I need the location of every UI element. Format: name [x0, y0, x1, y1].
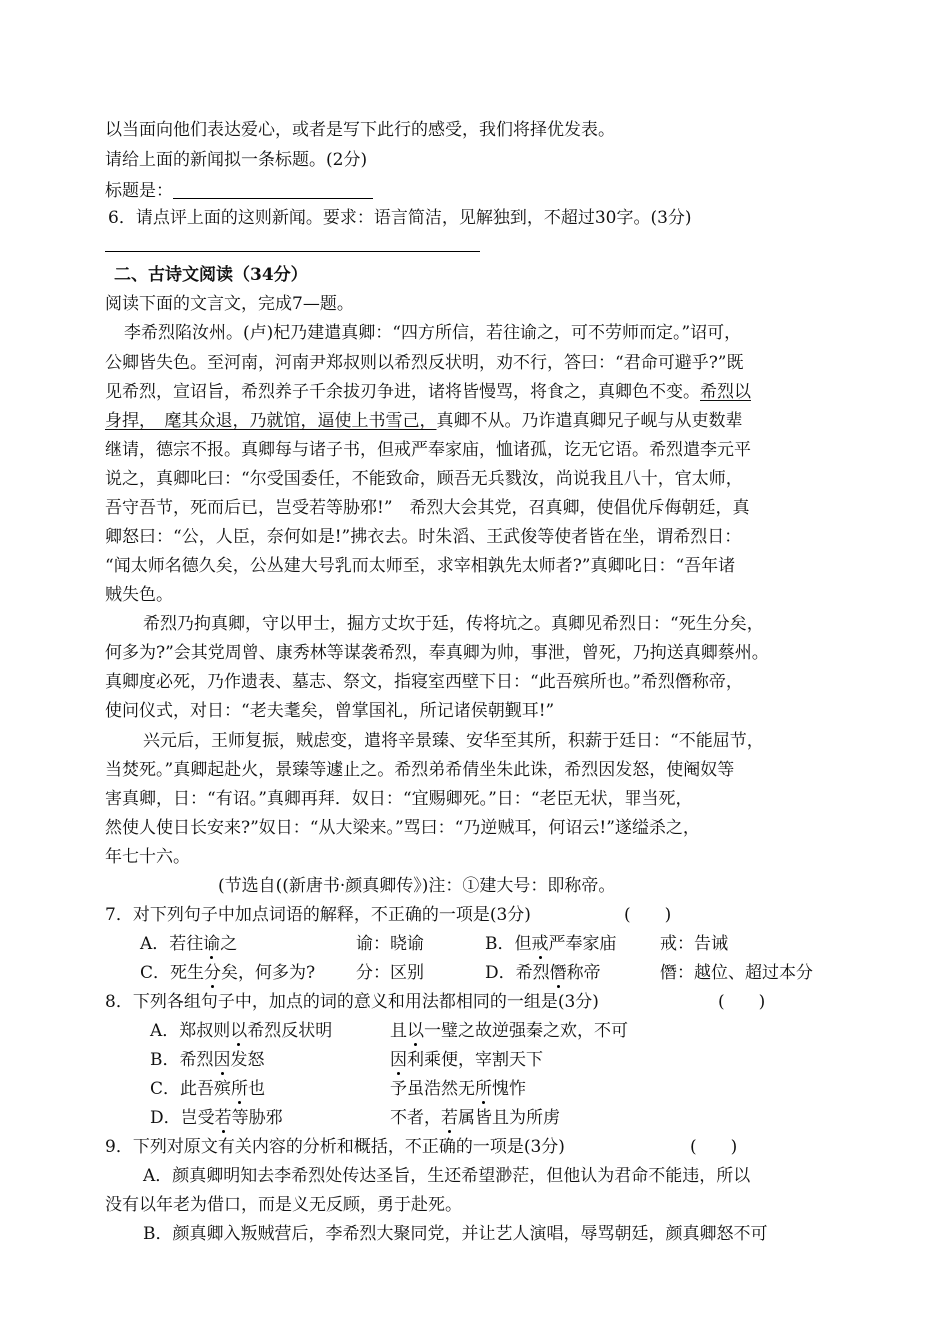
- passage-line: 何多为?”会其党周曾、康秀林等谋袭希烈，奉真卿为帅，事泄，曾死，乃拘送真卿蔡州。: [105, 643, 769, 663]
- passage-line: [105, 410, 743, 432]
- dotted-word: 以: [230, 1021, 248, 1041]
- passage-text: 真卿不从。乃诈遣真卿兄子岘与从吏数辈: [436, 411, 743, 431]
- option-7c[interactable]: [140, 962, 315, 984]
- option-7b[interactable]: [485, 933, 617, 955]
- option-8a[interactable]: [150, 1020, 332, 1042]
- dotted-word: 因: [213, 1050, 231, 1070]
- option-text: 严奉家庙: [548, 934, 617, 954]
- answer-paren[interactable]: ( ): [624, 905, 672, 925]
- option-7a-gloss: 谕：晓谕: [356, 934, 424, 954]
- passage-line: [105, 381, 751, 403]
- option-text: A．若往: [140, 934, 204, 954]
- passage-line: 害真卿，日：“有诏。”真卿再拜．奴日：“宜赐卿死。”日：“老臣无状，罪当死，: [105, 789, 693, 809]
- option-text: 也: [248, 1079, 266, 1099]
- option-8d-pair: [390, 1107, 560, 1129]
- dotted-word: 戒: [531, 934, 549, 954]
- news-paragraph-tail: 以当面向他们表达爱心，或者是写下此行的感受，我们将择优发表。: [105, 120, 615, 140]
- title-label: 标题是：: [105, 181, 173, 201]
- question-7-stem: 7．对下列句子中加点词语的解释，不正确的一项是(3分): [105, 905, 531, 925]
- option-text: B．希烈: [150, 1050, 214, 1070]
- question-6: 6．请点评上面的这则新闻。要求：语言简洁，见解独到，不超过30字。(3分): [108, 208, 692, 228]
- option-7a[interactable]: [140, 933, 237, 955]
- option-9a-cont: 没有以年老为借口，而是义无反顾，勇于赴死。: [105, 1195, 462, 1215]
- underlined-sentence: 希烈以: [700, 382, 751, 402]
- passage-line: 年七十六。: [105, 847, 190, 867]
- passage-line: “闻太师名德久矣，公丛建大号乳而太师至，求宰相孰先太师者?”真卿叱日：“吾年诸: [105, 556, 736, 576]
- option-8c-pair: [390, 1078, 526, 1100]
- option-8b[interactable]: [150, 1049, 265, 1071]
- dotted-word: 因: [390, 1050, 407, 1070]
- dotted-word: 若: [214, 1108, 232, 1128]
- question-8-stem: 8．下列各组句子中，加点的词的意义和用法都相同的一组是(3分): [105, 992, 599, 1012]
- passage-line: 公卿皆失色。至河南，河南尹郑叔则以希烈反状明，劝不行，答曰：“君命可避乎?”既: [105, 353, 744, 373]
- passage-line: 然使人使日长安来?”奴日：“从大梁来。”骂曰：“乃逆贼耳，何诏云!”遂缢杀之，: [105, 818, 700, 838]
- answer-paren[interactable]: ( ): [718, 992, 766, 1012]
- option-text: 利乘便，宰割天下: [407, 1050, 543, 1070]
- option-7c-gloss: 分：区别: [356, 963, 424, 983]
- dotted-word: 所: [231, 1079, 249, 1099]
- option-7b-gloss: 戒：告诫: [660, 934, 728, 954]
- passage-source-note: (节选自((新唐书·颜真卿传》)注：①建大号：即称帝。: [218, 876, 616, 896]
- answer-paren[interactable]: ( ): [690, 1137, 738, 1157]
- title-answer-line: [105, 180, 373, 202]
- option-7d[interactable]: [485, 962, 601, 984]
- option-9a[interactable]: A．颜真卿明知去李希烈处传达圣旨，生还希望渺茫，但他认为君命不能违，所以: [143, 1166, 751, 1186]
- section-instruction: 阅读下面的文言文，完成7—题。: [105, 294, 354, 314]
- dotted-word: 谕: [203, 934, 221, 954]
- option-9b[interactable]: B．颜真卿入叛贼营后，李希烈大聚同党，并让艺人演唱，辱骂朝廷，颜真卿怒不可: [143, 1224, 768, 1244]
- passage-text: 见希烈，宣诏旨，希烈养子千余拔刃争进，诸将皆慢骂，将食之，真卿色不变。: [105, 382, 700, 402]
- dotted-word: 所: [475, 1079, 492, 1099]
- option-text: 希烈反状明: [247, 1021, 333, 1041]
- option-text: 一璧之故逆强秦之欢，不可: [424, 1021, 628, 1041]
- passage-line: 使问仪式，对日：“老夫耄矣，曾掌国礼，所记诸侯朝觐耳!”: [105, 701, 555, 721]
- passage-line: 说之，真卿叱曰：“尔受国委任，不能致命，顾吾无兵戮汝，尚说我且八十，官太师，: [105, 469, 743, 489]
- dotted-word: 以: [407, 1021, 424, 1041]
- question-9-stem: 9．下列对原文有关内容的分析和概括，不正确的一项是(3分): [105, 1137, 565, 1157]
- dotted-word: 若: [441, 1108, 458, 1128]
- option-text: D．希烈: [485, 963, 550, 983]
- passage-line: 希烈乃拘真卿，守以甲士，掘方丈坎于廷，传将坑之。真卿见希烈日：“死生分矣，: [143, 614, 764, 634]
- option-8c[interactable]: [150, 1078, 265, 1100]
- passage-line: 卿怒曰：“公，人臣，奈何如是!”拂衣去。时朱滔、王武俊等使者皆在坐，谓希烈日：: [105, 527, 742, 547]
- option-text: 属皆且为所虏: [458, 1108, 560, 1128]
- option-text: B．但: [485, 934, 532, 954]
- option-text: 且: [390, 1021, 407, 1041]
- option-text: 等胁邪: [231, 1108, 283, 1128]
- passage-line: 贼失色。: [105, 585, 173, 605]
- option-text: 愧怍: [492, 1079, 526, 1099]
- passage-line: 吾守吾节，死而后已，岂受若等胁邪!” 希烈大会其党，召真卿，使倡优斥侮朝廷，真: [105, 498, 750, 518]
- option-text: A．郑叔则: [150, 1021, 231, 1041]
- option-text: 之: [220, 934, 238, 954]
- option-text: 予虽浩然无: [390, 1079, 475, 1099]
- option-text: 称帝: [566, 963, 601, 983]
- option-text: C．此吾殡: [150, 1079, 232, 1099]
- option-8d[interactable]: [150, 1107, 283, 1129]
- title-blank[interactable]: [173, 182, 373, 199]
- dotted-word: 僭: [549, 963, 567, 983]
- passage-line: 继请，德宗不报。真卿每与诸子书，但戒严奉家庙，恤诸孤，讫无它语。希烈遣李元平: [105, 440, 751, 460]
- passage-line: 真卿度必死，乃作遗表、墓志、祭文，指寝室西壁下日：“此吾殡所也。”希烈僭称帝，: [105, 672, 743, 692]
- option-text: C．死生: [140, 963, 205, 983]
- option-text: 发怒: [230, 1050, 265, 1070]
- option-text: 不者，: [390, 1108, 441, 1128]
- option-8b-pair: [390, 1049, 543, 1071]
- passage-line: 当焚死。”真卿起赴火，景臻等遽止之。希烈弟希倩坐朱此诛，希烈因发怒，使阉奴等: [105, 760, 735, 780]
- option-8a-pair: [390, 1020, 628, 1042]
- underlined-sentence: 身捍， 麾其众退，乃就馆，逼使上书雪己，: [105, 411, 437, 431]
- passage-line: 李希烈陷汝州。(卢)杞乃建遣真卿：“四方所信，若往谕之，可不劳师而定。”诏可，: [124, 323, 742, 343]
- option-text: 矣，何多为?: [221, 963, 316, 983]
- option-7d-gloss: 僭：越位、超过本分: [660, 963, 813, 983]
- section-heading: 二、古诗文阅读（34分）: [114, 265, 308, 285]
- option-text: D．岂受: [150, 1108, 215, 1128]
- question-title: 请给上面的新闻拟一条标题。(2分): [105, 150, 368, 170]
- passage-line: 兴元后，王师复振，贼虑变，遣将辛景臻、安华至其所，积薪于廷日：“不能屈节，: [143, 731, 764, 751]
- dotted-word: 分: [204, 963, 222, 983]
- answer-blank-line[interactable]: [105, 251, 480, 252]
